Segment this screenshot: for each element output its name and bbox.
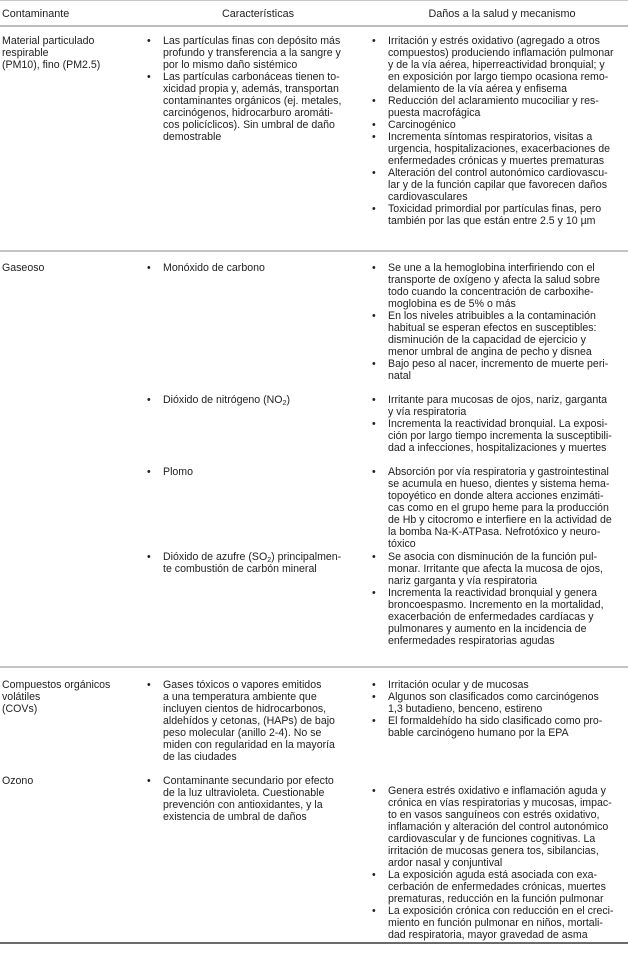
bullet-icon: •: [372, 394, 376, 406]
list-item-line: Irritación ocular y de mucosas: [388, 679, 529, 691]
list-item: [145, 679, 367, 763]
list-item: [145, 35, 367, 71]
list-item-line: Toxicidad primordial por partículas finas, pero: [388, 203, 602, 215]
bullet-icon: •: [372, 358, 376, 370]
characteristic-text: ): [286, 394, 290, 406]
characteristic-co: [145, 262, 367, 274]
list-item-line: en exposición por largo tiempo ocasiona remo-: [388, 71, 609, 83]
list-item-line: de las ciudades: [163, 751, 237, 763]
list-item: [145, 466, 367, 478]
list-item: [370, 551, 626, 587]
list-item-line: enfermedades respiratorias agudas: [388, 635, 555, 647]
list-item: [370, 869, 626, 905]
subscript: 2: [267, 557, 272, 564]
bullet-icon: •: [372, 691, 376, 703]
characteristics-ozone: [145, 775, 367, 823]
list-item-line: Las partículas finas con depósito más: [163, 35, 341, 47]
bullet-icon: •: [147, 35, 151, 47]
characteristic-text: ) principalmen-: [271, 551, 342, 563]
list-item-line: compuestos) produciendo inflamación pulmonar: [388, 47, 614, 59]
characteristic-text: te combustión de carbón mineral: [163, 563, 317, 575]
list-item-line: enfermedades crónicas y muertes prematuras: [388, 155, 605, 167]
list-item-line: Carcinogénico: [388, 119, 456, 131]
list-item: [370, 905, 626, 941]
bullet-icon: •: [147, 262, 151, 274]
list-item: [370, 587, 626, 647]
list-item: [370, 785, 626, 869]
list-item-line: Incrementa la reactividad bronquial. La exposi-: [388, 418, 608, 430]
bullet-icon: •: [372, 203, 376, 215]
contaminant-line: Compuestos orgánicos volátiles: [2, 679, 111, 703]
bullet-icon: •: [372, 785, 376, 797]
list-item-line: carcinógenos, hidrocarburo aromáti-: [163, 107, 334, 119]
header-contaminant: Contaminante: [2, 8, 70, 20]
subscript: 2: [282, 400, 287, 407]
list-item-line: Se asocia con disminución de la función pul-: [388, 551, 598, 563]
list-item-line: cos policíclicos). Sin umbral de daño: [163, 119, 335, 131]
list-item-line: menor umbral de angina de pecho y disnea: [388, 346, 592, 358]
list-item: [370, 310, 626, 358]
list-item-line: prevención con antioxidantes, y la: [163, 799, 323, 811]
list-item-line: En los niveles atribuibles a la contaminación: [388, 310, 596, 322]
list-item-line: bable carcinógeno humano por la EPA: [388, 727, 569, 739]
characteristic-text: Plomo: [163, 466, 194, 478]
bullet-icon: •: [372, 679, 376, 691]
contaminant-line: (PM10), fino (PM2.5): [2, 59, 101, 71]
list-item-line: Irritación y estrés oxidativo (agregado a otros: [388, 35, 600, 47]
list-item-line: Incrementa síntomas respiratorios, visitas a: [388, 131, 593, 143]
list-item-line: miden con regularidad en la mayoría: [163, 739, 335, 751]
contaminant-line: (COVs): [2, 703, 38, 715]
bullet-icon: •: [147, 394, 151, 406]
list-item-line: todo cuando la concentración de carboxihe-: [388, 286, 594, 298]
list-item: [145, 775, 367, 823]
list-item-line: monar. Irritante que afecta la mucosa de ojos,: [388, 563, 603, 575]
list-item: [370, 95, 626, 119]
list-item-line: Genera estrés oxidativo e inflamación aguda y: [388, 785, 606, 797]
list-item-line: topoyético en donde altera acciones enzimáti-: [388, 490, 604, 502]
list-item: [370, 418, 626, 454]
list-item: [370, 691, 626, 715]
list-item-line: tóxico: [388, 538, 416, 550]
table-top-rule: [0, 0, 628, 1]
list-item-line: demostrable: [163, 131, 222, 143]
list-item-line: y de la vía aérea, hiperreactividad bronquial; y: [388, 59, 605, 71]
list-item: [370, 131, 626, 167]
characteristic-so2: [145, 551, 367, 575]
list-item-line: existencia de umbral de daños: [163, 811, 307, 823]
list-item-line: Reducción del aclaramiento mucociliar y res-: [388, 95, 599, 107]
damage-pm: [370, 35, 626, 227]
bullet-icon: •: [372, 131, 376, 143]
list-item-line: a una temperatura ambiente que: [163, 691, 317, 703]
header-characteristics: Características: [222, 8, 294, 20]
characteristic-text: Dióxido de nitrógeno (NO: [163, 394, 283, 406]
list-item-line: cas como en el grupo heme para la producción: [388, 502, 609, 514]
list-item-line: xicidad propia y, además, transportan: [163, 83, 339, 95]
list-item-line: Algunos son clasificados como carcinógenos: [388, 691, 599, 703]
characteristic-no2: [145, 394, 367, 406]
list-item-line: cerbación de enfermedades crónicas, muertes: [388, 881, 606, 893]
list-item-line: prematuras, reducción en la función pulmonar: [388, 893, 604, 905]
contaminant-line: Gaseoso: [2, 262, 45, 274]
bullet-icon: •: [372, 310, 376, 322]
list-item-line: El formaldehído ha sido clasificado como pro-: [388, 715, 603, 727]
bullet-icon: •: [147, 466, 151, 478]
contaminant-gaseous: [2, 262, 142, 274]
list-item-line: puesta macrofágica: [388, 107, 481, 119]
damage-no2: [370, 394, 626, 454]
list-item-line: dad respiratoria, mayor gravedad de asma: [388, 929, 588, 941]
list-item-line: La exposición crónica con reducción en el creci-: [388, 905, 614, 917]
header-damage: Daños a la salud y mecanismo: [428, 8, 576, 20]
bullet-icon: •: [372, 905, 376, 917]
list-item-line: transporte de oxígeno y afecta la salud sobre: [388, 274, 601, 286]
list-item-line: irritación de mucosas genera tos, sibilancias,: [388, 845, 599, 857]
list-item-line: Irritante para mucosas de ojos, nariz, garganta: [388, 394, 608, 406]
list-item: [370, 715, 626, 739]
list-item-line: Bajo peso al nacer, incremento de muerte peri-: [388, 358, 609, 370]
list-item-line: natal: [388, 370, 411, 382]
bullet-icon: •: [147, 775, 151, 787]
list-item: [370, 119, 626, 131]
bullet-icon: •: [372, 95, 376, 107]
characteristic-lead: [145, 466, 367, 478]
list-item-line: Absorción por vía respiratoria y gastrointestinal: [388, 466, 609, 478]
list-item-line: to en vasos sanguíneos con estrés oxidativo,: [388, 809, 600, 821]
bullet-icon: •: [372, 119, 376, 131]
row-separator: [0, 250, 628, 252]
damage-lead: [370, 466, 626, 550]
list-item-line: de la luz ultravioleta. Cuestionable: [163, 787, 325, 799]
list-item-line: moglobina es de 5% o más: [388, 298, 516, 310]
table-bottom-rule: [0, 942, 628, 944]
list-item: [145, 394, 367, 406]
bullet-icon: •: [372, 418, 376, 430]
header-rule: [0, 25, 628, 27]
bullet-icon: •: [372, 262, 376, 274]
list-item-line: lar y de la función capilar que favorecen daños: [388, 179, 608, 191]
bullet-icon: •: [147, 71, 151, 83]
list-item-line: por lo mismo daño sistémico: [163, 59, 298, 71]
list-item: [370, 679, 626, 691]
list-item-line: pulmonares y aumento en la incidencia de: [388, 623, 587, 635]
list-item-line: urgencia, hospitalizaciones, exacerbaciones de: [388, 143, 611, 155]
list-item-line: Se une a la hemoglobina interfiriendo con el: [388, 262, 595, 274]
list-item: [145, 262, 367, 274]
list-item: [145, 551, 367, 575]
list-item-line: broncoespasmo. Incremento en la mortalidad,: [388, 599, 604, 611]
list-item-line: Incrementa la reactividad bronquial y genera: [388, 587, 598, 599]
list-item-line: Las partículas carbonáceas tienen to-: [163, 71, 340, 83]
list-item-line: crónica en vías respiratorias y mucosas, impac-: [388, 797, 612, 809]
list-item-line: Alteración del control autonómico cardiovascu-: [388, 167, 608, 179]
contaminant-vocs: [2, 679, 142, 715]
list-item: [370, 203, 626, 227]
list-item: [370, 167, 626, 203]
bullet-icon: •: [372, 35, 376, 47]
list-item-line: Contaminante secundario por efecto: [163, 775, 334, 787]
list-item-line: se acumula en hueso, dientes y sistema hema-: [388, 478, 610, 490]
list-item: [145, 71, 367, 143]
list-item-line: contaminantes orgánicos (ej. metales,: [163, 95, 342, 107]
list-item: [370, 262, 626, 310]
list-item-line: La exposición aguda está asociada con exa-: [388, 869, 598, 881]
list-item-line: ción por largo tiempo incrementa la susceptibili-: [388, 430, 612, 442]
list-item: [370, 394, 626, 418]
list-item-line: incluyen cientos de hidrocarbonos,: [163, 703, 327, 715]
list-item-line: dad a infecciones, hospitalizaciones y muertes: [388, 442, 607, 454]
list-item: [370, 358, 626, 382]
list-item-line: peso molecular (anillo 2-4). No se: [163, 727, 322, 739]
list-item-line: exacerbación de enfermedades cardíacas y: [388, 611, 594, 623]
bullet-icon: •: [372, 551, 376, 563]
damage-ozone: [370, 785, 626, 941]
list-item-line: miento en función pulmonar en niños, mortali-: [388, 917, 603, 929]
list-item-line: y vía respiratoria: [388, 406, 467, 418]
contaminant-line: Ozono: [2, 775, 34, 787]
list-item-line: disminución de la capacidad de ejercicio y: [388, 334, 586, 346]
list-item-line: cardiovasculares: [388, 191, 468, 203]
list-item-line: inflamación y alteración del control autonómico: [388, 821, 609, 833]
list-item-line: Gases tóxicos o vapores emitidos: [163, 679, 322, 691]
list-item-line: delamiento de la vía aérea y enfisema: [388, 83, 568, 95]
list-item: [370, 466, 626, 550]
list-item-line: cardiovascular y de funciones cognitivas. La: [388, 833, 596, 845]
list-item-line: ardor nasal y conjuntival: [388, 857, 503, 869]
row-separator: [0, 666, 628, 668]
characteristic-text: Monóxido de carbono: [163, 262, 265, 274]
characteristics-vocs: [145, 679, 367, 763]
contaminant-ozone: [2, 775, 142, 787]
contaminant-line: Material particulado respirable: [2, 35, 95, 59]
bullet-icon: •: [372, 587, 376, 599]
list-item-line: 1,3 butadieno, benceno, estireno: [388, 703, 543, 715]
list-item-line: también por las que están entre 2.5 y 10 µm: [388, 215, 596, 227]
list-item-line: habitual se esperan efectos en susceptibles:: [388, 322, 597, 334]
bullet-icon: •: [372, 869, 376, 881]
list-item-line: aldehídos y cetonas, (HAPs) de bajo: [163, 715, 335, 727]
list-item-line: de Hb y citocromo e interfiere en la actividad de: [388, 514, 612, 526]
list-item-line: nariz garganta y vía respiratoria: [388, 575, 537, 587]
damage-so2: [370, 551, 626, 647]
list-item-line: la bomba Na-K-ATPasa. Nefrotóxico y neuro-: [388, 526, 601, 538]
bullet-icon: •: [147, 679, 151, 691]
damage-vocs: [370, 679, 626, 739]
damage-co: [370, 262, 626, 382]
list-item: [370, 35, 626, 95]
bullet-icon: •: [147, 551, 151, 563]
characteristic-text: Dióxido de azufre (SO: [163, 551, 268, 563]
bullet-icon: •: [372, 466, 376, 478]
characteristics-pm: [145, 35, 367, 143]
contaminant-pm: [2, 35, 142, 71]
bullet-icon: •: [372, 715, 376, 727]
list-item-line: profundo y transferencia a la sangre y: [163, 47, 341, 59]
bullet-icon: •: [372, 167, 376, 179]
